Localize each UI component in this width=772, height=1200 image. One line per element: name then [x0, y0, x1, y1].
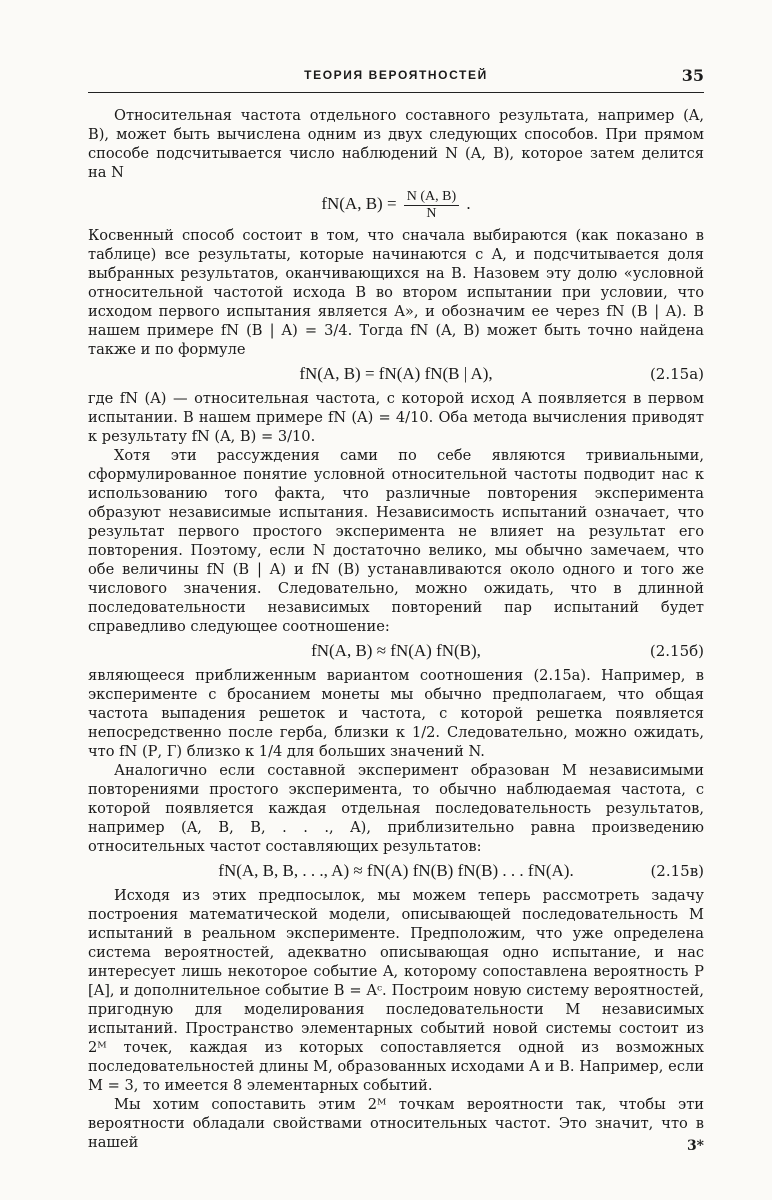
paragraph-indirect-method: Косвенный способ состоит в том, что сначала выбираются (как показано в таблице) все результаты, которые начинаются с A, и подсчитывается доля выбранных результатов, оканчивающихся на B. Назовем эту долю «условной относительной частотой исхода B во втором испытании при условии, что исходом первого испытания является A», и обозначим ее через fN (B | A). В нашем примере fN (B | A) = 3/4. Тогда fN (A, B) может быть точно найдена также и по формуле [88, 227, 704, 358]
page-header [88, 66, 704, 93]
page-number: 35 [681, 66, 704, 85]
fraction [404, 189, 459, 222]
equation-number-2-15v: (2.15в) [650, 862, 704, 880]
equation-2-15b-body: fN(A, B) ≈ fN(A) fN(B), [311, 641, 481, 660]
paragraph-independence: Хотя эти рассуждения сами по себе являются тривиальными, сформулированное понятие условной относительной частоты подводит нас к использованию того факта, что различные повторения эксперимента образуют независимые испытания. Независимость испытаний означает, что результат первого простого эксперимента не влияет на результат его повторения. Поэтому, если N достаточно велико, мы обычно замечаем, что обе величины fN (B | A) и fN (B) устанавливаются около одного и того же числового значения. Следовательно, можно ожидать, что в длинной последовательности независимых повторений пар испытаний будет справедливо следующее соотношение: [88, 447, 704, 635]
paragraph-coin-example: являющееся приближенным вариантом соотношения (2.15а). Например, в эксперименте с бросанием монеты мы обычно предполагаем, что общая частота выпадения решеток и частота, с которой решетка появляется непосредственно после герба, близки к 1/2. Следовательно, можно ожидать, что fN (Р, Г) близко к 1/4 для больших значений N. [88, 667, 704, 760]
paragraph-probability-assignment: Мы хотим сопоставить этим 2ᴹ точкам вероятности так, чтобы эти вероятности обладали свойствами относительных частот. Это значит, что в нашей [88, 1096, 704, 1151]
equation-2-15v-body: fN(A, B, B, . . ., A) ≈ fN(A) fN(B) fN(B) . . . fN(A). [218, 861, 574, 880]
fraction-numerator: N (A, B) [404, 189, 459, 206]
signature-mark: 3* [686, 1138, 704, 1154]
equation-2-15b [88, 636, 704, 666]
equation-fraction-tail: . [466, 194, 471, 213]
equation-2-15a-body: fN(A, B) = fN(A) fN(B | A), [299, 364, 493, 383]
fraction-denominator: N [426, 205, 437, 221]
equation-2-15a [88, 359, 704, 389]
page-body [88, 106, 704, 1152]
running-title: ТЕОРИЯ ВЕРОЯТНОСТЕЙ [304, 68, 488, 82]
equation-fraction-left: fN(A, B) = [321, 194, 397, 213]
paragraph-direct-method: Относительная частота отдельного составного результата, например (A, B), может быть вычислена одним из двух следующих способов. При прямом способе подсчитывается число наблюдений N (A, B), которое затем делится на N [88, 107, 704, 181]
equation-number-2-15a: (2.15а) [649, 365, 704, 383]
paragraph-example-result: где fN (A) — относительная частота, с которой исход A появляется в первом испытании. В нашем примере fN (A) = 4/10. Оба метода вычисления приводят к результату fN (A, B) = 3/10. [88, 390, 704, 445]
paragraph-model-construction: Исходя из этих предпосылок, мы можем теперь рассмотреть задачу построения математической модели, описывающей последовательность M испытаний в реальном эксперименте. Предположим, что уже определена система вероятностей, адекватно описывающая одно испытание, и нас интересует лишь некоторое событие A, которому сопоставлена вероятность P [A], и дополнительное событие B = Aᶜ. Построим новую систему вероятностей, пригодную для моделирования последовательности M независимых испытаний. Пространство элементарных событий новой системы состоит из 2ᴹ точек, каждая из которых сопоставляется одной из возможных последовательностей длины M, образованных исходами A и B. Например, если M = 3, то имеется 8 элементарных событий. [88, 887, 704, 1094]
equation-number-2-15b: (2.15б) [649, 642, 704, 660]
paragraph-compound-experiment: Аналогично если составной эксперимент образован M независимыми повторениями простого эксперимента, то обычно наблюдаемая частота, с которой появляется каждая отдельная последовательность результатов, например (A, B, B, . . ., A), приблизительно равна произведению относительных частот составляющих результатов: [88, 762, 704, 855]
equation-fraction [88, 182, 704, 226]
equation-2-15v [88, 856, 704, 886]
